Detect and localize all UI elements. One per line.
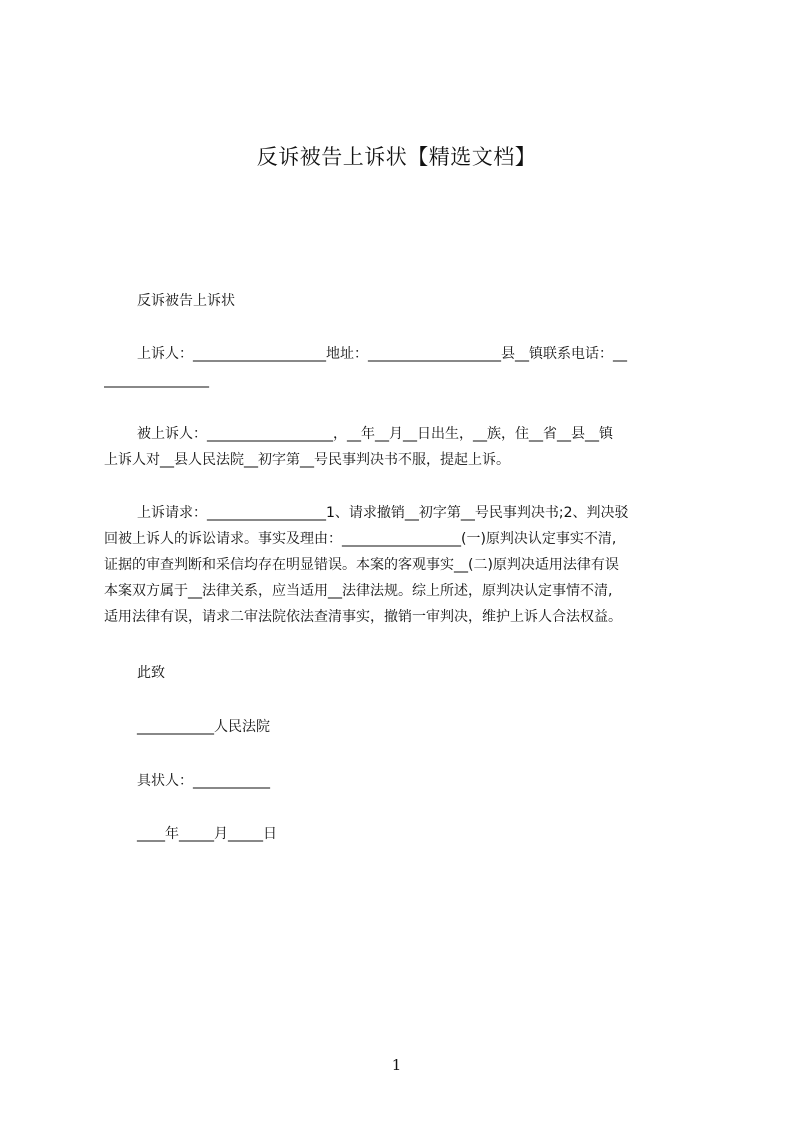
date-line: ____年_____月_____日 — [137, 826, 277, 842]
closing-block — [104, 660, 700, 686]
date-block — [104, 821, 700, 847]
claims-line-1: 上诉请求：_________________1、请求撤销__初字第__号民事判决书;2、判决驳 — [137, 505, 629, 521]
appellee-line-2: 上诉人对__县人民法院__初字第__号民事判决书不服，提起上诉。 — [104, 452, 510, 468]
appellant-line-1: 上诉人：___________________地址：___________________县__镇联系电话：__ — [137, 346, 627, 362]
section-heading: 反诉被告上诉状 — [137, 293, 235, 309]
claims-paragraph — [104, 500, 700, 630]
page-number: 1 — [391, 1056, 402, 1074]
appellee-paragraph — [104, 421, 700, 473]
document-title: 反诉被告上诉状【精选文档】 — [256, 145, 537, 169]
closing-text: 此致 — [137, 665, 165, 681]
appellant-paragraph — [104, 341, 700, 393]
section-heading-block — [104, 288, 700, 314]
signer-block — [104, 768, 700, 794]
appellee-line-1: 被上诉人：__________________，__年__月__日出生，__族，住__省__县__镇 — [137, 426, 613, 442]
court-name: ___________人民法院 — [137, 719, 270, 735]
claims-line-5: 适用法律有误，请求二审法院依法查清事实，撤销一审判决，维护上诉人合法权益。 — [104, 609, 622, 625]
claims-line-4: 本案双方属于__法律关系，应当适用__法律法规。综上所述，原判决认定事情不清, — [104, 583, 613, 599]
claims-line-3: 证据的审查判断和采信均存在明显错误。本案的客观事实__(二)原判决适用法律有误 — [104, 557, 619, 573]
signer-line: 具状人：___________ — [137, 773, 270, 789]
appellant-line-2: _______________ — [104, 372, 209, 388]
claims-line-2: 回被上诉人的诉讼请求。事实及理由：_________________(一)原判决认定事实不清, — [104, 531, 617, 547]
court-block — [104, 714, 700, 740]
